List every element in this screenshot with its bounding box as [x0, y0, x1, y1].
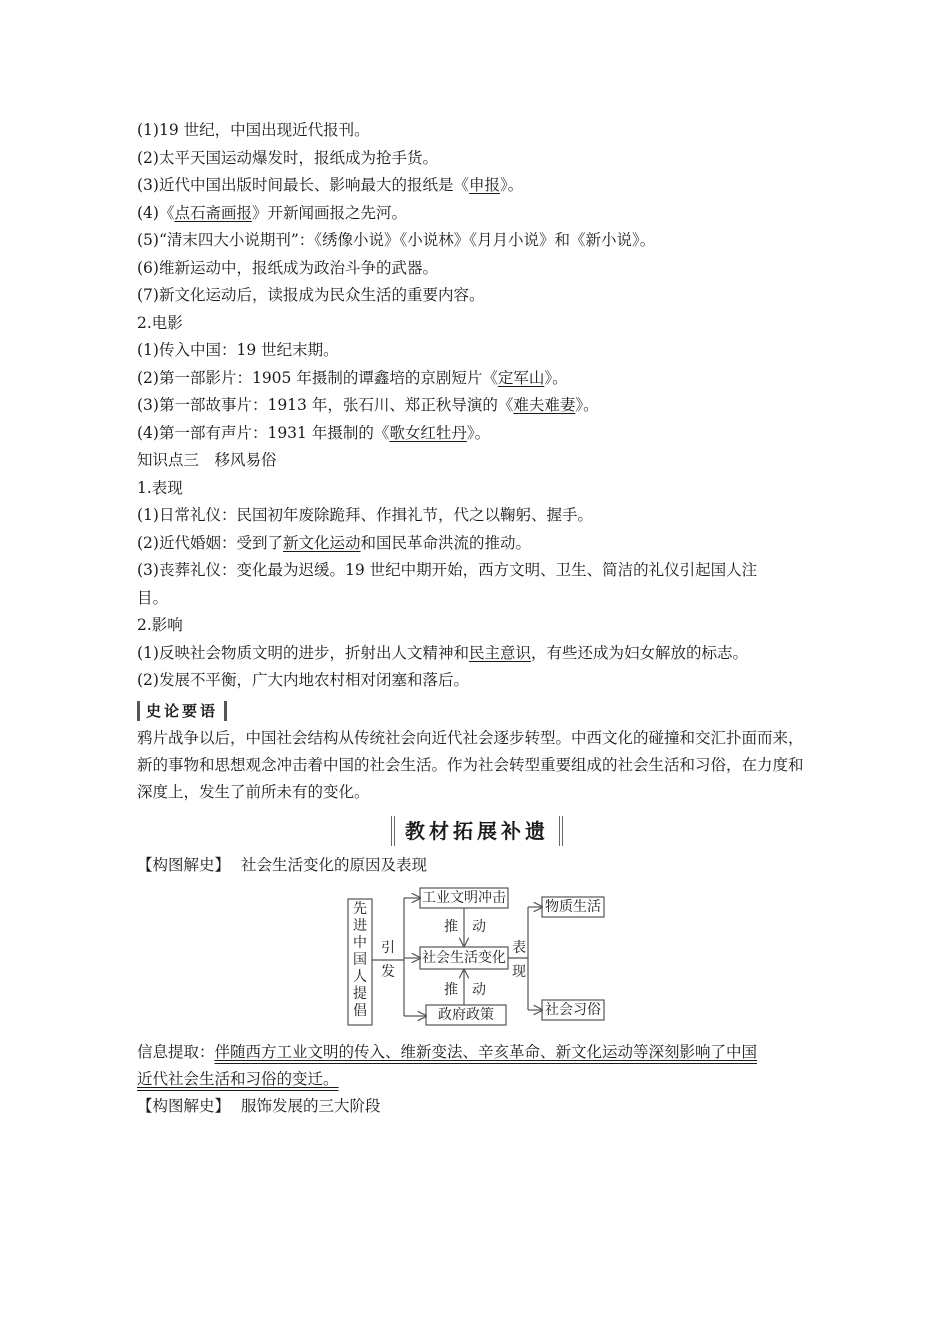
list-item: [137, 667, 817, 695]
text-span: 》。: [575, 396, 599, 414]
text-span: 2.影响: [137, 616, 183, 634]
list-item: [137, 310, 817, 338]
list-item: [137, 172, 817, 200]
fa-label: 发: [381, 964, 395, 980]
goutu-heading-1: [137, 852, 817, 880]
list-item: [137, 502, 817, 530]
goutu-label-2: 【构图解史】: [137, 1097, 231, 1115]
text-span: (1)日常礼仪：民国初年废除跪拜、作揖礼节，代之以鞠躬、握手。: [137, 506, 593, 524]
text-span: (5)“清末四大小说期刊”：《绣像小说》《小说林》《月月小说》和《新小说》。: [137, 231, 656, 249]
biao-label: 表: [512, 940, 526, 956]
xian-label: 现: [512, 964, 526, 980]
page-content: [137, 117, 817, 1121]
text-span: (3)第一部故事片：1913 年，张石川、郑正秋导演的《: [137, 396, 514, 414]
flow-diagram: [137, 885, 817, 1035]
list-item: [137, 420, 817, 448]
list-item: [137, 585, 817, 613]
list-item: [137, 227, 817, 255]
text-span: 目。: [137, 588, 169, 607]
text-span: (4)第一部有声片：1931 年摄制的《: [137, 423, 390, 442]
underlined-keyword: 歌女红牡丹: [389, 423, 467, 442]
goutu-label: 【构图解史】: [137, 855, 231, 874]
banner-title: 教材拓展补遗: [391, 816, 563, 846]
shilun-paragraph: 鸦片战争以后，中国社会结构从传统社会向近代社会逐步转型。中西文化的碰撞和交汇扑面而来，新的事物和思想观念冲击着中国的社会生活。作为社会转型重要组成的社会生活和习俗，在力度和深度上，发生了前所未有的变化。: [137, 728, 804, 801]
top-box-text: 工业文明冲击: [422, 890, 506, 906]
underlined-keyword: 难夫难妻: [513, 396, 576, 414]
section-title-shilun: 史论要语: [137, 701, 227, 721]
text-span: (2)近代婚姻：受到了: [137, 533, 283, 552]
goutu-title: 社会生活变化的原因及表现: [240, 855, 427, 874]
text-span: (1)反映社会物质文明的进步，折射出人文精神和: [137, 643, 469, 662]
text-span: (2)第一部影片：1905 年摄制的谭鑫培的京剧短片《: [137, 368, 498, 387]
underlined-keyword: 民主意识: [468, 643, 531, 662]
yin-label: 引: [381, 940, 395, 956]
right-bottom-text: 社会习俗: [545, 1002, 601, 1018]
text-span: 2.电影: [137, 313, 183, 332]
list-item: [137, 475, 817, 503]
list-item: [137, 255, 817, 283]
list-item: [137, 145, 817, 173]
list-item: [137, 117, 817, 145]
goutu-heading-2: [137, 1093, 817, 1121]
text-span: (3)丧葬礼仪：变化最为迟缓。19 世纪中期开始，西方文明、卫生、简洁的礼仪引起国人注: [137, 561, 758, 579]
underlined-keyword: 申报: [468, 176, 500, 194]
text-span: 知识点三 移风易俗: [137, 451, 277, 469]
text-span: 》开新闻画报之先河。: [251, 203, 407, 222]
list-item: [137, 612, 817, 640]
knowledge-list: [137, 117, 817, 695]
dong-bottom-label: 动: [472, 982, 486, 998]
list-item: [137, 530, 817, 558]
list-item: [137, 640, 817, 668]
text-span: ，有些还成为妇女解放的标志。: [530, 643, 748, 662]
text-span: 1.表现: [137, 478, 183, 497]
text-span: 和国民革命洪流的推动。: [360, 533, 531, 552]
info-text-2: 近代社会生活和习俗的变迁。: [137, 1070, 339, 1088]
left-box-text: 先进中国人提倡: [353, 901, 367, 1019]
text-span: (3)近代中国出版时间最长、影响最大的报纸是《: [137, 176, 469, 194]
text-span: (4)《: [137, 203, 175, 222]
list-item: [137, 447, 817, 475]
text-span: 》。: [499, 176, 524, 194]
text-span: (7)新文化运动后，读报成为民众生活的重要内容。: [137, 286, 485, 304]
text-span: (1)19 世纪，中国出现近代报刊。: [137, 121, 370, 139]
goutu-title-2: 服饰发展的三大阶段: [240, 1097, 381, 1115]
list-item: [137, 392, 817, 420]
underlined-keyword: 定军山: [497, 368, 545, 387]
right-top-text: 物质生活: [545, 899, 601, 915]
text-span: (1)传入中国：19 世纪末期。: [137, 341, 339, 359]
list-item: [137, 337, 817, 365]
list-item: [137, 365, 817, 393]
underlined-keyword: 点石斋画报: [174, 203, 252, 222]
text-span: (2)发展不平衡，广大内地农村相对闭塞和落后。: [137, 671, 469, 689]
center-box-text: 社会生活变化: [422, 950, 506, 966]
text-span: (2)太平天国运动爆发时，报纸成为抢手货。: [137, 148, 438, 167]
dong-top-label: 动: [472, 919, 486, 935]
info-text-1: 伴随西方工业文明的传入、维新变法、辛亥革命、新文化运动等深刻影响了中国: [214, 1043, 758, 1061]
list-item: [137, 200, 817, 228]
underlined-keyword: 新文化运动: [282, 533, 361, 552]
list-item: [137, 282, 817, 310]
info-extract: [137, 1039, 817, 1093]
tui-bottom-label: 推: [444, 982, 458, 998]
text-span: (6)维新运动中，报纸成为政治斗争的武器。: [137, 258, 438, 277]
list-item: [137, 557, 817, 585]
bottom-box-text: 政府政策: [438, 1007, 494, 1023]
info-label: 信息提取：: [137, 1043, 215, 1061]
text-span: 》。: [544, 368, 568, 387]
text-span: 》。: [466, 423, 491, 442]
tui-top-label: 推: [444, 919, 458, 935]
banner-wrap: [137, 816, 817, 850]
